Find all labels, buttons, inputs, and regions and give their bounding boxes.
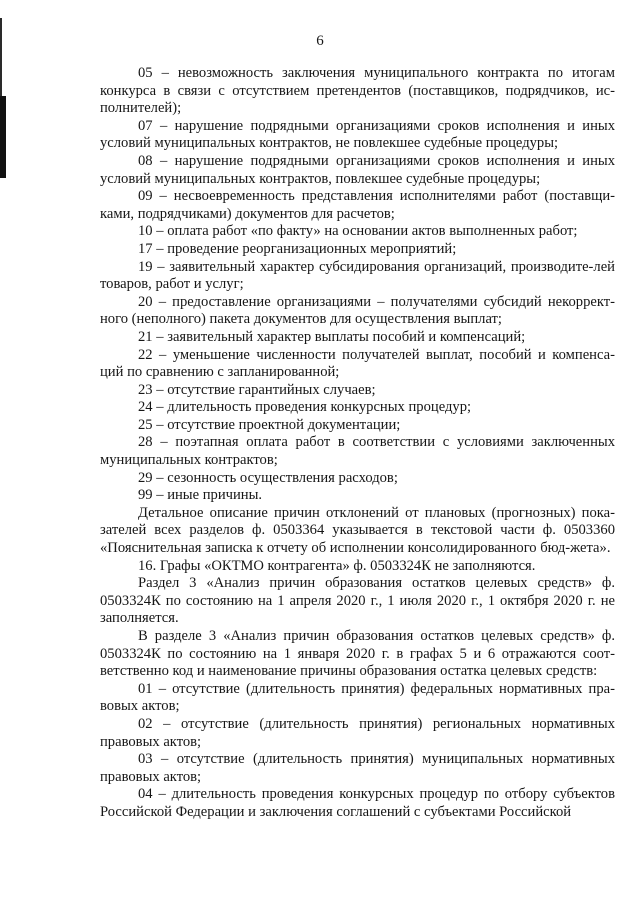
page-number: 6 <box>316 33 324 49</box>
paragraph-code-05: 05 – невозможность заключения муниципального контракта по итогам конкурса в связи с отсутствием претендентов (поставщиков, подрядчиков, ис-полнителей); <box>100 65 615 117</box>
paragraph-reason-03: 03 – отсутствие (длительность принятия) муниципальных нормативных правовых актов; <box>100 751 615 785</box>
paragraph-code-19: 19 – заявительный характер субсидирования организаций, производите-лей товаров, работ и услуг; <box>100 258 615 293</box>
paragraph-code-24: 24 – длительность проведения конкурсных процедур; <box>138 399 472 416</box>
paragraph-code-10: 10 – оплата работ «по факту» на основании актов выполненных работ; <box>138 223 578 240</box>
paragraph-detailed-description: Детальное описание причин отклонений от плановых (прогнозных) пока-зателей всех разделов ф. 0503364 указывается в текстовой части ф. 0503360 «Пояснительная записка к отчету об исполнении консолидированного бюд-жета». <box>100 504 615 557</box>
paragraph-code-23: 23 – отсутствие гарантийных случаев; <box>138 381 376 398</box>
paragraph-section-3-not-filled: Раздел 3 «Анализ причин образования остатков целевых средств» ф. 0503324К по состоянию на 1 апреля 2020 г., 1 июля 2020 г., 1 октября 2020 г. не заполняется. <box>100 575 615 627</box>
paragraph-reason-02: 02 – отсутствие (длительность принятия) региональных нормативных правовых актов; <box>100 715 615 750</box>
paragraph-code-99: 99 – иные причины. <box>138 487 263 504</box>
paragraph-code-29: 29 – сезонность осуществления расходов; <box>138 469 398 486</box>
paragraph-code-09: 09 – несвоевременность представления исполнителями работ (поставщи-ками, подрядчиками) документов для расчетов; <box>100 188 615 222</box>
paragraph-code-21: 21 – заявительный характер выплаты пособий и компенсаций; <box>138 328 526 345</box>
document-body <box>100 65 615 822</box>
paragraph-code-07: 07 – нарушение подрядными организациями сроков исполнения и иных условий муниципальных контрактов, не повлекшее судебные процедуры; <box>100 117 615 152</box>
paragraph-section-3-january: В разделе 3 «Анализ причин образования остатков целевых средств» ф. 0503324К по состоянию на 1 января 2020 г. в графах 5 и 6 отражаются соот-ветственно код и наименование причины образования остатка целевых средств: <box>100 628 615 680</box>
paragraph-reason-04: 04 – длительность проведения конкурсных процедур по отбору субъектов Российской Федерации и заключения соглашений с субъектами Российской <box>100 786 615 820</box>
paragraph-code-08: 08 – нарушение подрядными организациями сроков исполнения и иных условий муниципальных контрактов, повлекшее судебные процедуры; <box>100 152 615 187</box>
scan-edge-mark <box>0 96 6 178</box>
paragraph-code-20: 20 – предоставление организациями – получателями субсидий некоррект-ного (неполного) пакета документов для осуществления выплат; <box>100 293 615 328</box>
paragraph-section-16: 16. Графы «ОКТМО контрагента» ф. 0503324К не заполняются. <box>138 557 536 574</box>
paragraph-reason-01: 01 – отсутствие (длительность принятия) федеральных нормативных пра-вовых актов; <box>100 680 615 715</box>
paragraph-code-17: 17 – проведение реорганизационных мероприятий; <box>138 240 457 257</box>
paragraph-code-22: 22 – уменьшение численности получателей выплат, пособий и компенса-ций по сравнению с запланированной; <box>100 346 615 381</box>
paragraph-code-25: 25 – отсутствие проектной документации; <box>138 416 401 433</box>
paragraph-code-28: 28 – поэтапная оплата работ в соответствии с условиями заключенных муниципальных контрактов; <box>100 434 615 469</box>
